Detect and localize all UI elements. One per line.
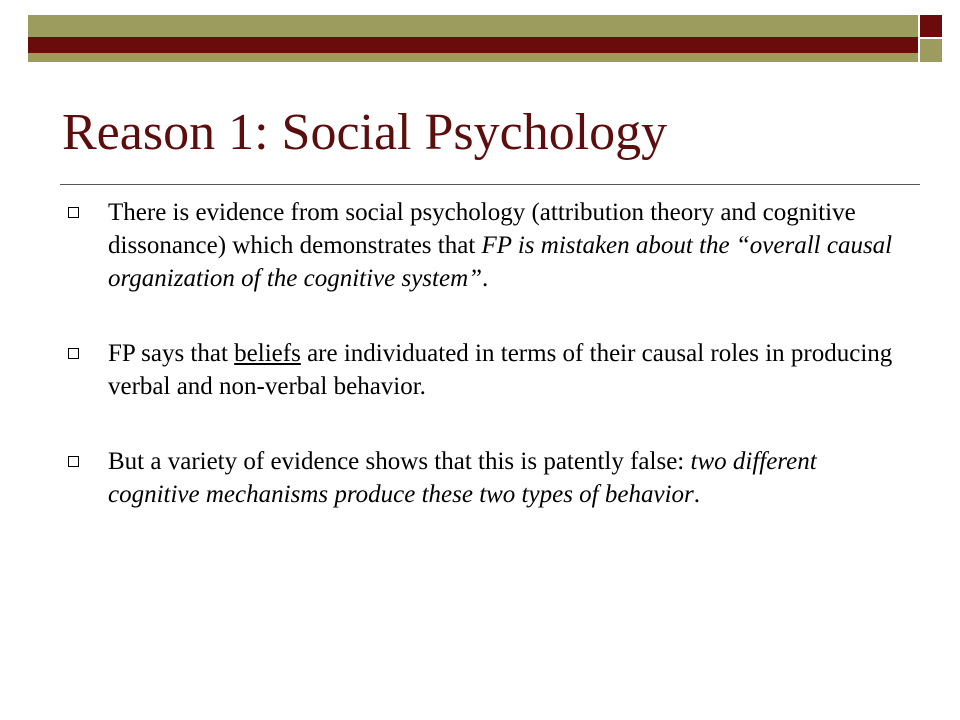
bullet-text	[108, 196, 894, 295]
bullet-text-emphasis: two different cognitive mechanisms produce these two types of behavior	[108, 448, 817, 508]
bullet-text-emphasis: FP is mistaken about the “overall causal organization of the cognitive system”	[108, 232, 893, 292]
header-bar-olive-top	[28, 15, 918, 37]
bullet-text-segment: .	[482, 265, 489, 292]
bullet-text	[108, 337, 894, 403]
bullet-text-segment: There is evidence from social psychology (attribution theory and cognitive dissonance) which demonstrates that	[108, 199, 856, 259]
bullet-text-segment: But a variety of evidence shows that this is patently false:	[108, 448, 691, 475]
header-bar-olive-bottom	[28, 53, 918, 62]
slide-title: Reason 1: Social Psychology	[62, 104, 668, 161]
bullet-item	[64, 196, 894, 295]
square-bullet-icon	[68, 348, 79, 359]
bullet-item	[64, 445, 894, 511]
title-divider	[60, 184, 920, 185]
bullet-list	[64, 196, 894, 511]
bullet-text-underlined: beliefs	[234, 340, 301, 367]
bullet-text-segment: FP says that	[108, 340, 235, 367]
square-bullet-icon	[68, 207, 79, 218]
header-bar-maroon	[28, 37, 918, 53]
corner-square-maroon	[920, 15, 942, 37]
square-bullet-icon	[68, 456, 79, 467]
corner-square-olive	[920, 39, 942, 62]
bullet-item	[64, 337, 894, 403]
bullet-text-segment: are individuated in terms of their causal roles in producing verbal and non-verbal behavior.	[108, 340, 893, 400]
bullet-text	[108, 445, 894, 511]
bullet-text-segment: .	[693, 481, 700, 508]
